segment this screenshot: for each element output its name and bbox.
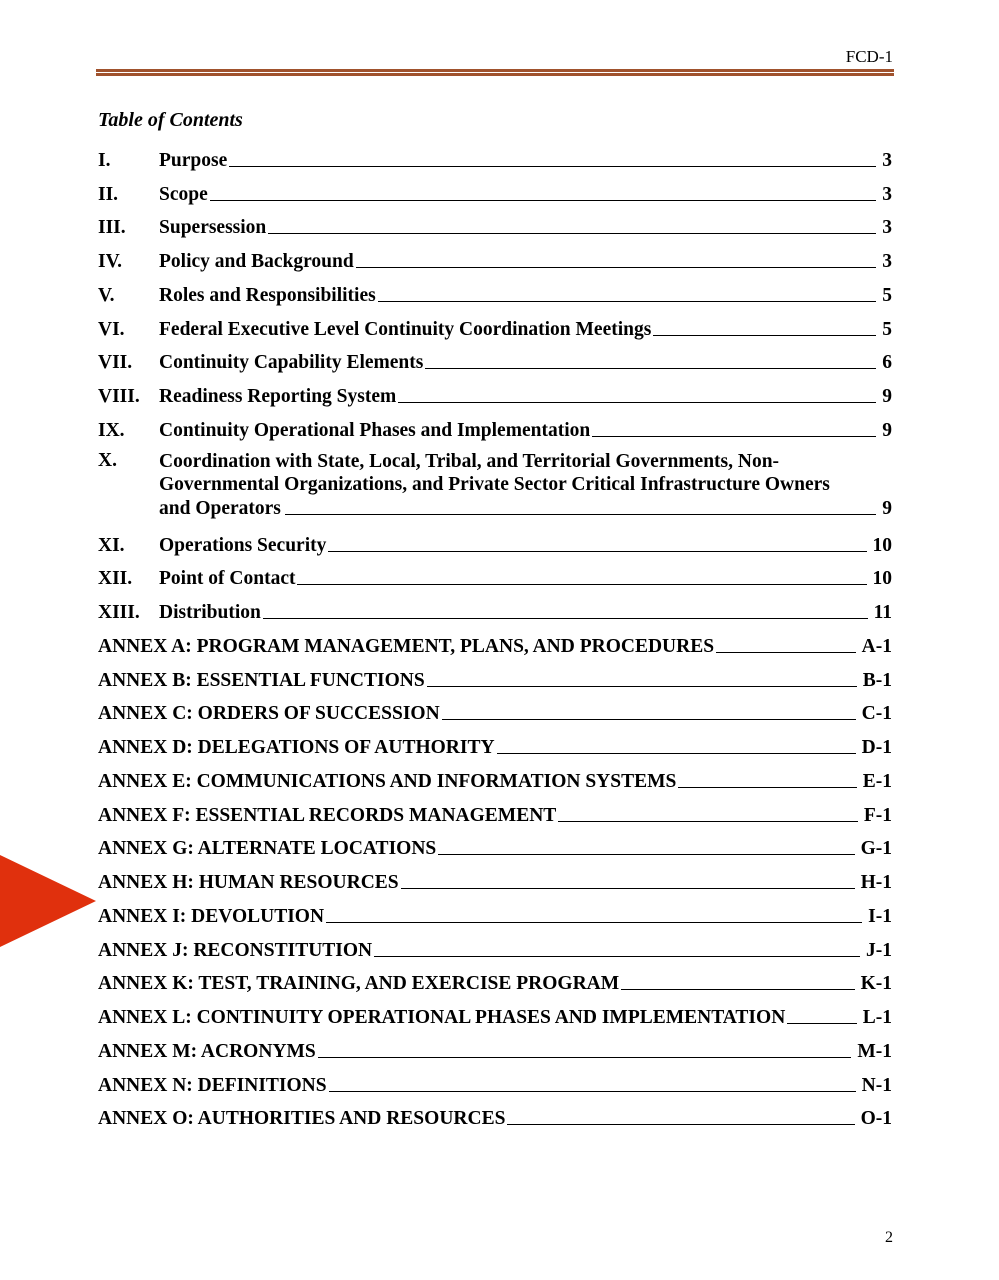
section-title: Policy and Background bbox=[159, 251, 354, 272]
toc-entry-policy[interactable] bbox=[98, 239, 892, 273]
leader-line bbox=[378, 301, 877, 302]
toc-entry-supersession[interactable] bbox=[98, 206, 892, 240]
leader-line bbox=[497, 753, 856, 754]
page-ref: 10 bbox=[872, 534, 892, 556]
section-number: XI. bbox=[98, 534, 125, 556]
toc-entry-scope[interactable] bbox=[98, 172, 892, 206]
header-rule-bottom bbox=[96, 73, 894, 76]
section-number: X. bbox=[98, 449, 117, 471]
page-ref: 3 bbox=[882, 217, 892, 239]
page-ref: H-1 bbox=[860, 872, 892, 893]
toc-entry-coordination-governments[interactable] bbox=[98, 442, 892, 523]
leader-line bbox=[374, 956, 860, 957]
page-number: 2 bbox=[885, 1229, 893, 1246]
annex-title: ANNEX J: RECONSTITUTION bbox=[98, 939, 373, 961]
leader-line bbox=[318, 1057, 852, 1058]
leader-line bbox=[297, 584, 866, 585]
page-ref: 9 bbox=[882, 386, 892, 407]
page-ref: B-1 bbox=[862, 669, 892, 691]
page-ref: 6 bbox=[882, 352, 892, 374]
leader-line bbox=[438, 854, 854, 855]
page-ref: M-1 bbox=[857, 1040, 892, 1062]
page-ref: D-1 bbox=[861, 737, 892, 758]
leader-line bbox=[621, 989, 854, 990]
toc-annex-o[interactable] bbox=[98, 1097, 892, 1131]
page-ref: O-1 bbox=[860, 1108, 892, 1130]
toc-entry-readiness[interactable] bbox=[98, 374, 892, 408]
page-ref: 3 bbox=[882, 149, 892, 171]
section-title: Roles and Responsibilities bbox=[159, 284, 376, 306]
section-number: XII. bbox=[98, 568, 133, 590]
leader-line bbox=[427, 686, 857, 687]
leader-line bbox=[398, 402, 876, 403]
section-number: IX. bbox=[98, 419, 125, 441]
section-title: Scope bbox=[159, 183, 208, 205]
toc-entry-opsec[interactable] bbox=[98, 523, 892, 557]
page-ref: 3 bbox=[882, 251, 892, 272]
annex-title: ANNEX C: ORDERS OF SUCCESSION bbox=[98, 703, 440, 725]
section-title: Federal Executive Level Continuity Coordination Meetings bbox=[159, 318, 652, 340]
leader-line bbox=[401, 888, 855, 889]
toc-annex-j[interactable] bbox=[98, 928, 892, 962]
leader-line bbox=[326, 922, 862, 923]
page-ref: 3 bbox=[882, 183, 892, 205]
section-number: IV. bbox=[98, 251, 123, 272]
toc-entry-purpose[interactable] bbox=[98, 138, 892, 172]
leader-line bbox=[425, 368, 876, 369]
section-title-line: Governmental Organizations, and Private Sector Critical Infrastructure Owners bbox=[159, 474, 830, 496]
leader-line bbox=[592, 436, 876, 437]
page-ref: F-1 bbox=[863, 804, 892, 826]
annex-title: ANNEX K: TEST, TRAINING, AND EXERCISE PROGRAM bbox=[98, 973, 620, 995]
annex-title: ANNEX F: ESSENTIAL RECORDS MANAGEMENT bbox=[98, 804, 557, 826]
toc-annex-g[interactable] bbox=[98, 827, 892, 861]
annex-title: ANNEX H: HUMAN RESOURCES bbox=[98, 872, 399, 893]
page-ref: L-1 bbox=[862, 1007, 892, 1028]
leader-line bbox=[329, 1091, 856, 1092]
leader-line bbox=[285, 514, 876, 515]
page-ref: 5 bbox=[882, 284, 892, 306]
section-title-block bbox=[159, 450, 892, 521]
leader-line bbox=[263, 618, 868, 619]
page-ref: J-1 bbox=[866, 939, 892, 961]
section-title: Point of Contact bbox=[159, 568, 296, 590]
annex-title: ANNEX L: CONTINUITY OPERATIONAL PHASES AND IMPLEMENTATION bbox=[98, 1007, 786, 1028]
leader-line bbox=[210, 200, 877, 201]
toc-entry-distribution[interactable] bbox=[98, 590, 892, 624]
annex-title: ANNEX N: DEFINITIONS bbox=[98, 1074, 327, 1096]
toc-entry-point-of-contact[interactable] bbox=[98, 557, 892, 591]
section-title-line: and Operators bbox=[159, 497, 281, 519]
annex-title: ANNEX E: COMMUNICATIONS AND INFORMATION SYSTEMS bbox=[98, 770, 677, 792]
section-number: II. bbox=[98, 183, 119, 205]
toc-annex-c[interactable] bbox=[98, 692, 892, 726]
leader-line bbox=[507, 1124, 854, 1125]
toc-annex-i[interactable] bbox=[98, 894, 892, 928]
page-ref: C-1 bbox=[861, 703, 892, 725]
page-ref: 11 bbox=[873, 602, 892, 623]
leader-line bbox=[716, 652, 856, 653]
leader-line bbox=[787, 1023, 856, 1024]
section-title: Purpose bbox=[159, 149, 228, 171]
section-title-line: Coordination with State, Local, Tribal, and Territorial Governments, Non- bbox=[159, 450, 780, 472]
section-title: Continuity Operational Phases and Implementation bbox=[159, 419, 591, 441]
document-id: FCD-1 bbox=[845, 47, 893, 66]
leader-line bbox=[229, 166, 876, 167]
page-ref: G-1 bbox=[860, 838, 892, 860]
toc-annex-d[interactable] bbox=[98, 725, 892, 759]
toc-annex-e[interactable] bbox=[98, 759, 892, 793]
leader-line bbox=[328, 551, 866, 552]
annex-title: ANNEX I: DEVOLUTION bbox=[98, 905, 325, 927]
section-title: Continuity Capability Elements bbox=[159, 352, 424, 374]
toc-entry-coordination-meetings[interactable] bbox=[98, 307, 892, 341]
toc-annex-n[interactable] bbox=[98, 1063, 892, 1097]
header-rule-top bbox=[96, 69, 894, 72]
page-ref: A-1 bbox=[861, 635, 892, 657]
toc-annex-k[interactable] bbox=[98, 962, 892, 996]
section-number: III. bbox=[98, 217, 126, 239]
page-ref: K-1 bbox=[860, 973, 892, 995]
toc-annex-b[interactable] bbox=[98, 658, 892, 692]
leader-line bbox=[442, 719, 856, 720]
section-number: V. bbox=[98, 284, 115, 306]
page-ref: E-1 bbox=[862, 770, 892, 792]
page-ref: 10 bbox=[872, 568, 892, 590]
highlight-arrow-icon bbox=[0, 855, 96, 947]
page-ref: I-1 bbox=[868, 905, 892, 927]
annex-title: ANNEX D: DELEGATIONS OF AUTHORITY bbox=[98, 737, 495, 758]
table-of-contents bbox=[98, 138, 892, 1130]
section-title: Distribution bbox=[159, 602, 261, 623]
page-ref: 9 bbox=[882, 497, 892, 519]
toc-annex-f[interactable] bbox=[98, 793, 892, 827]
annex-title: ANNEX O: AUTHORITIES AND RESOURCES bbox=[98, 1108, 506, 1130]
toc-annex-a[interactable] bbox=[98, 624, 892, 658]
section-title: Readiness Reporting System bbox=[159, 386, 397, 407]
toc-entry-roles[interactable] bbox=[98, 273, 892, 307]
section-number: VIII. bbox=[98, 386, 140, 407]
leader-line bbox=[356, 267, 877, 268]
leader-line bbox=[653, 335, 876, 336]
section-number: VI. bbox=[98, 318, 125, 340]
toc-annex-m[interactable] bbox=[98, 1029, 892, 1063]
toc-annex-l[interactable] bbox=[98, 995, 892, 1029]
leader-line bbox=[678, 787, 856, 788]
annex-title: ANNEX B: ESSENTIAL FUNCTIONS bbox=[98, 669, 425, 691]
section-number: I. bbox=[98, 149, 111, 171]
section-number: XIII. bbox=[98, 602, 140, 623]
annex-title: ANNEX G: ALTERNATE LOCATIONS bbox=[98, 838, 437, 860]
section-number: VII. bbox=[98, 352, 133, 374]
page-ref: N-1 bbox=[861, 1074, 892, 1096]
toc-annex-h[interactable] bbox=[98, 860, 892, 894]
page-ref: 5 bbox=[882, 318, 892, 340]
leader-line bbox=[558, 821, 858, 822]
page-ref: 9 bbox=[882, 419, 892, 441]
leader-line bbox=[268, 233, 876, 234]
annex-title: ANNEX M: ACRONYMS bbox=[98, 1040, 316, 1062]
section-title: Supersession bbox=[159, 217, 267, 239]
annex-title: ANNEX A: PROGRAM MANAGEMENT, PLANS, AND PROCEDURES bbox=[98, 635, 715, 657]
toc-title: Table of Contents bbox=[98, 109, 243, 131]
section-title: Operations Security bbox=[159, 534, 327, 556]
toc-entry-capability-elements[interactable] bbox=[98, 341, 892, 375]
toc-entry-operational-phases[interactable] bbox=[98, 408, 892, 442]
